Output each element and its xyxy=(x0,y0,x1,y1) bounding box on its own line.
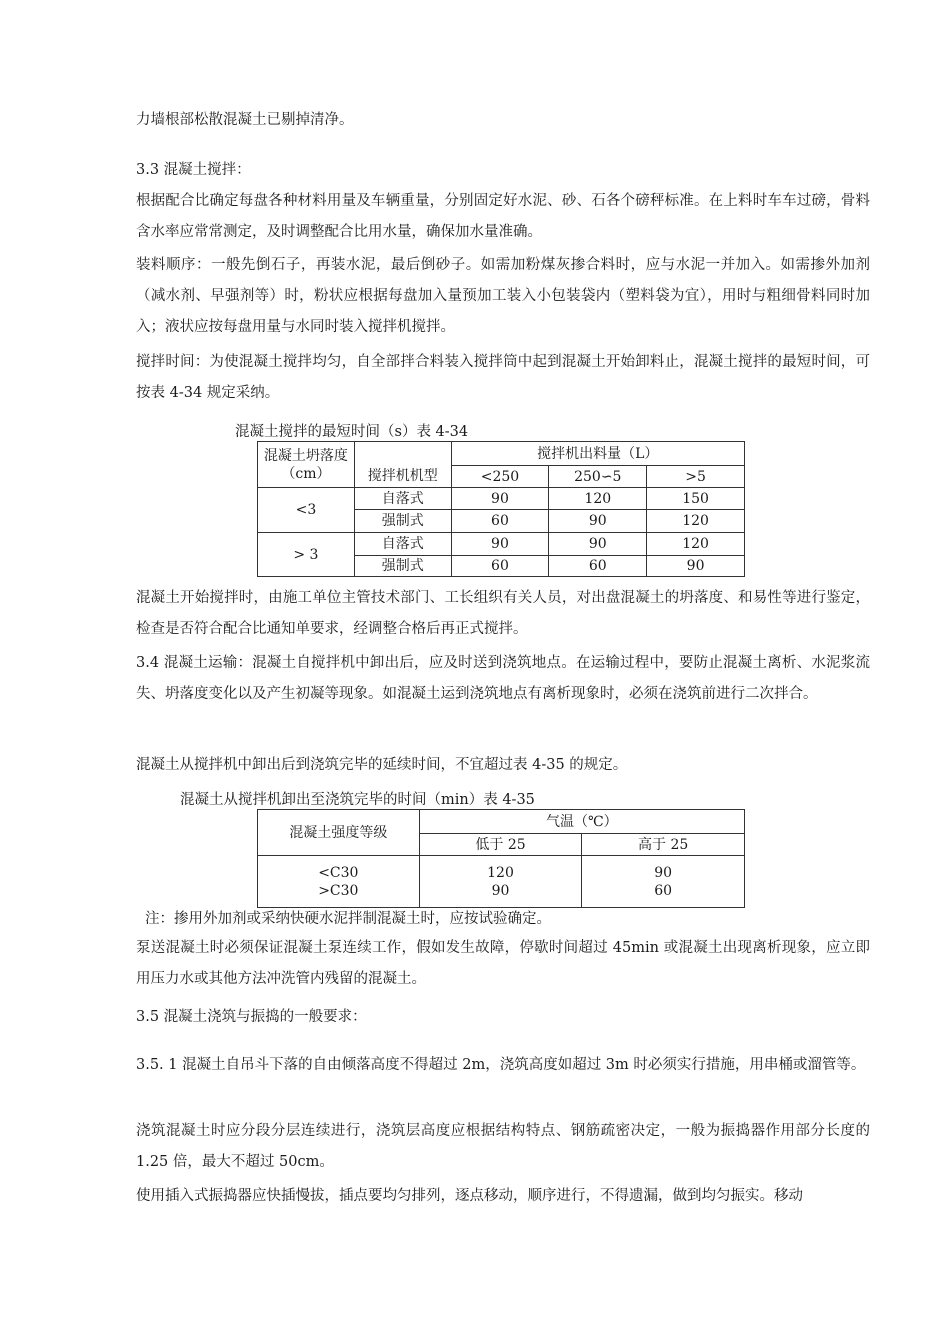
paragraph: 使用插入式振捣器应快插慢拔，插点要均匀排列，逐点移动，顺序进行，不得遗漏，做到均匀振实。移动 xyxy=(136,1188,803,1204)
section-heading-3-3: 3.3 混凝土搅拌： xyxy=(136,162,251,178)
paragraph: 混凝土开始搅拌时，由施工单位主管技术部门、工长组织有关人员，对出盘混凝土的坍落度、和易性等进行鉴定，检查是否符合配合比通知单要求，经调整合格后再正式搅拌。 xyxy=(136,590,870,637)
header-low: 低于 25 xyxy=(419,834,582,856)
header-temperature: 气温（℃） xyxy=(419,810,744,834)
paragraph: 力墙根部松散混凝土已剔掉清净。 xyxy=(136,112,354,128)
table-row: <C30 >C30 120 90 90 60 xyxy=(258,856,745,908)
header-high: 高于 25 xyxy=(582,834,745,856)
paragraph: 泵送混凝土时必须保证混凝土泵连续工作，假如发生故障，停歇时间超过 45min 或混凝土出现离析现象，应立即用压力水或其他方法冲洗管内残留的混凝土。 xyxy=(136,940,870,987)
table-row: 强制式 60 90 120 xyxy=(258,510,745,533)
paragraph: 搅拌时间：为使混凝土搅拌均匀，自全部拌合料装入搅拌筒中起到混凝土开始卸料止，混凝土搅拌的最短时间，可按表 4-34 规定采纳。 xyxy=(136,354,870,401)
table-4-35-caption: 混凝土从搅拌机卸出至浇筑完毕的时间（min）表 4-35 xyxy=(180,792,535,808)
header-slump: 混凝土坍落度 （cm） xyxy=(258,442,355,488)
table-4-34 xyxy=(257,441,745,577)
section-heading-3-5: 3.5 混凝土浇筑与振捣的一般要求： xyxy=(136,1009,367,1025)
header-col-3: >5 xyxy=(647,466,745,488)
header-grade: 混凝土强度等级 xyxy=(258,810,420,856)
header-mixer-type: 搅拌机机型 xyxy=(354,442,451,488)
header-col-1: <250 xyxy=(451,466,549,488)
paragraph: 装料顺序：一般先倒石子，再装水泥，最后倒砂子。如需加粉煤灰掺合料时，应与水泥一并加入。如需掺外加剂（减水剂、早强剂等）时，粉状应根据每盘加入量预加工装入小包装袋内（塑料袋为宜），用时与粗细骨料同时加入；液状应按每盘用量与水同时装入搅拌机搅拌。 xyxy=(136,257,870,335)
paragraph: 根据配合比确定每盘各种材料用量及车辆重量，分别固定好水泥、砂、石各个磅秤标准。在上料时车车过磅，骨料含水率应常常测定，及时调整配合比用水量，确保加水量准确。 xyxy=(136,193,870,240)
group-label: > 3 xyxy=(258,533,355,577)
group-label: <3 xyxy=(258,488,355,533)
paragraph: 浇筑混凝土时应分段分层连续进行，浇筑层高度应根据结构特点、钢筋疏密决定，一般为振捣器作用部分长度的 1.25 倍，最大不超过 50cm。 xyxy=(136,1123,870,1170)
table-row: <3 自落式 90 120 150 xyxy=(258,488,745,510)
header-col-2: 250∽5 xyxy=(549,466,647,488)
header-output: 搅拌机出料量（L） xyxy=(451,442,744,466)
paragraph: 3.5. 1 混凝土自吊斗下落的自由倾落高度不得超过 2m，浇筑高度如超过 3m 时必须实行措施，用串桶或溜管等。 xyxy=(136,1057,866,1073)
table-4-34-caption: 混凝土搅拌的最短时间（s）表 4-34 xyxy=(235,424,469,440)
paragraph: 3.4 混凝土运输：混凝土自搅拌机中卸出后，应及时送到浇筑地点。在运输过程中，要防止混凝土离析、水泥浆流失、坍落度变化以及产生初凝等现象。如混凝土运到浇筑地点有离析现象时，必须在浇筑前进行二次拌合。 xyxy=(136,655,870,702)
paragraph: 混凝土从搅拌机中卸出后到浇筑完毕的延续时间，不宜超过表 4-35 的规定。 xyxy=(136,757,628,773)
table-row: > 3 自落式 90 90 120 xyxy=(258,533,745,556)
table-row: 强制式 60 60 90 xyxy=(258,556,745,577)
table-note: 注：掺用外加剂或采纳快硬水泥拌制混凝土时，应按试验确定。 xyxy=(145,911,551,927)
table-4-35 xyxy=(257,809,745,908)
